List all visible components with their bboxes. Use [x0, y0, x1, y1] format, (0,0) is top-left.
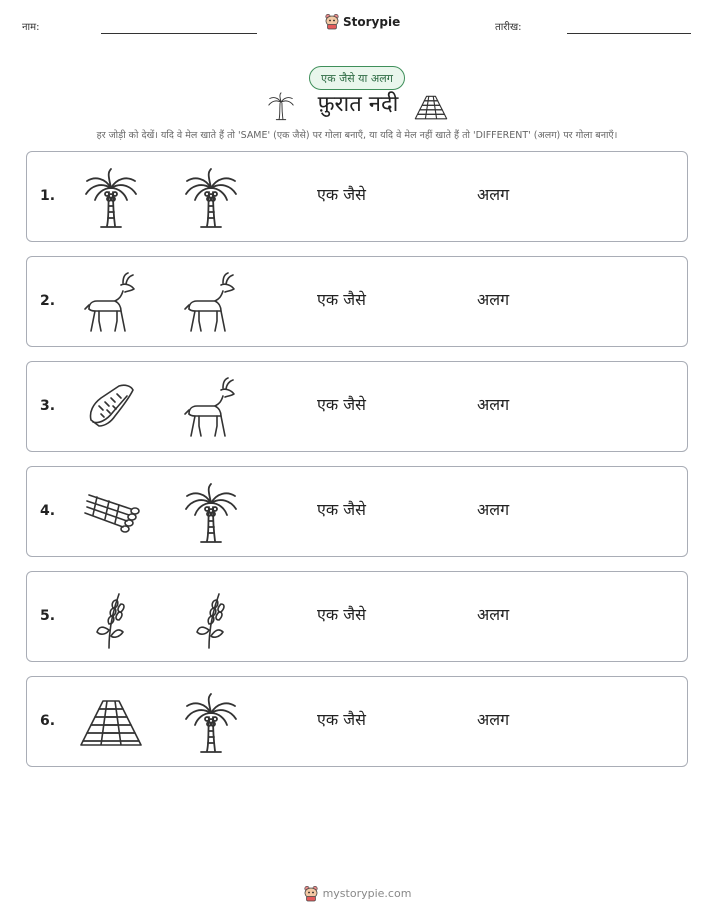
- palm-tree-icon: [179, 481, 243, 545]
- different-option[interactable]: अलग: [477, 290, 510, 309]
- exercise-row: [26, 571, 688, 662]
- footer-url: mystorypie.com: [322, 887, 412, 900]
- row-number: 1.: [40, 188, 56, 204]
- exercise-row: [26, 151, 688, 242]
- exercise-row: [26, 676, 688, 767]
- date-line[interactable]: [567, 33, 691, 34]
- brand-name: Storypie: [343, 14, 401, 29]
- different-option[interactable]: अलग: [477, 605, 510, 624]
- different-option[interactable]: अलग: [477, 710, 510, 729]
- name-line[interactable]: [101, 33, 257, 34]
- gazelle-icon: [179, 271, 243, 335]
- same-option[interactable]: एक जैसे: [317, 605, 366, 624]
- different-option[interactable]: अलग: [477, 185, 510, 204]
- different-option[interactable]: अलग: [477, 395, 510, 414]
- ziggurat-icon: [413, 93, 449, 121]
- brand-logo: [324, 13, 400, 30]
- palm-tree-icon: [179, 691, 243, 755]
- ziggurat-icon: [79, 691, 143, 755]
- wheat-icon: [179, 586, 243, 650]
- wheat-icon: [79, 586, 143, 650]
- reed-bundle-icon: [79, 481, 143, 545]
- date-label: तारीख:: [495, 22, 522, 33]
- row-number: 3.: [40, 398, 56, 414]
- gazelle-icon: [179, 376, 243, 440]
- same-option[interactable]: एक जैसे: [317, 710, 366, 729]
- gazelle-icon: [79, 271, 143, 335]
- exercise-row: [26, 361, 688, 452]
- storypie-mascot-icon: [303, 885, 319, 902]
- exercise-row: [26, 466, 688, 557]
- storypie-mascot-icon: [324, 13, 340, 30]
- row-number: 2.: [40, 293, 56, 309]
- instructions-text: हर जोड़ी को देखें। यदि वे मेल खाते हैं तो 'SAME' (एक जैसे) पर गोला बनाएँ, या यदि वे मेल नहीं खाते हैं तो 'DIFFERENT' (अलग) पर गोला बनाएँ।: [96, 130, 618, 141]
- row-number: 6.: [40, 713, 56, 729]
- same-option[interactable]: एक जैसे: [317, 500, 366, 519]
- footer: [0, 885, 714, 902]
- palm-tree-icon: [266, 90, 296, 122]
- name-label: नाम:: [22, 22, 40, 33]
- clay-tablet-icon: [79, 376, 143, 440]
- row-number: 5.: [40, 608, 56, 624]
- page-title: फ़ुरात नदी: [317, 92, 399, 117]
- different-option[interactable]: अलग: [477, 500, 510, 519]
- worksheet-type-badge: एक जैसे या अलग: [309, 66, 405, 90]
- exercise-row: [26, 256, 688, 347]
- palm-tree-icon: [79, 166, 143, 230]
- row-number: 4.: [40, 503, 56, 519]
- palm-tree-icon: [179, 166, 243, 230]
- same-option[interactable]: एक जैसे: [317, 185, 366, 204]
- same-option[interactable]: एक जैसे: [317, 395, 366, 414]
- same-option[interactable]: एक जैसे: [317, 290, 366, 309]
